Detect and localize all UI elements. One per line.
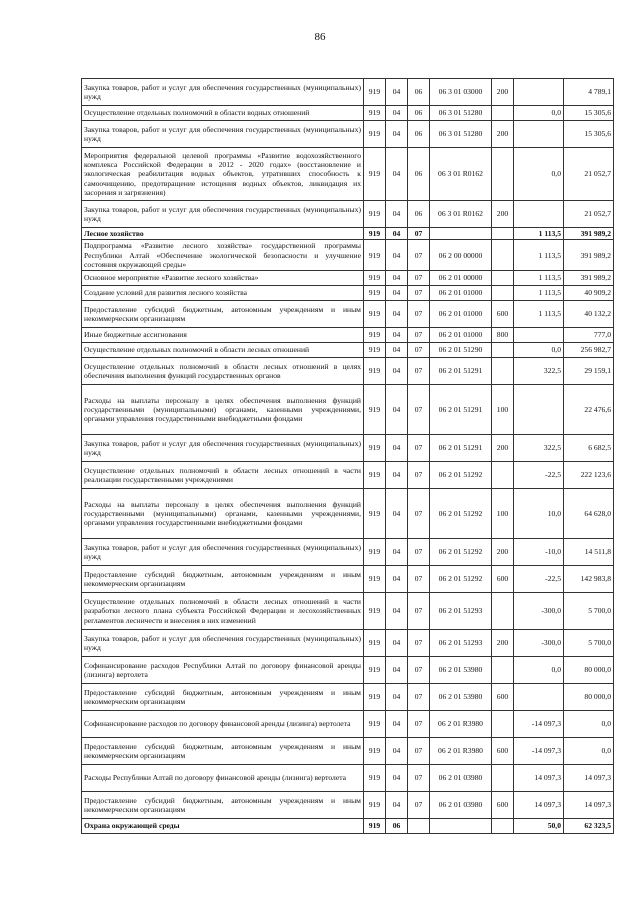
row-expense-type	[492, 343, 514, 358]
row-podrazdel-code: 07	[408, 271, 430, 286]
row-name: Расходы Республики Алтай по договору финансовой аренды (лизинга) вертолета	[82, 765, 364, 792]
row-amount-change: 50,0	[514, 819, 564, 834]
row-name: Лесное хозяйство	[82, 228, 364, 240]
row-podrazdel-code: 07	[408, 792, 430, 819]
row-expense-type: 600	[492, 738, 514, 765]
row-expense-type: 200	[492, 121, 514, 148]
row-amount-total: 6 682,5	[564, 435, 614, 462]
row-amount-change: -14 097,3	[514, 738, 564, 765]
row-amount-total: 0,0	[564, 738, 614, 765]
row-target-article: 06 2 01 53980	[430, 657, 492, 684]
row-expense-type	[492, 462, 514, 489]
row-target-article: 06 2 01 51292	[430, 489, 492, 539]
row-vedomstvo-code: 919	[364, 148, 386, 201]
row-expense-type	[492, 593, 514, 630]
table-row	[82, 385, 614, 435]
row-razdel-code: 04	[386, 684, 408, 711]
row-vedomstvo-code: 919	[364, 489, 386, 539]
row-amount-total: 21 052,7	[564, 148, 614, 201]
row-vedomstvo-code: 919	[364, 792, 386, 819]
row-target-article: 06 3 01 51280	[430, 121, 492, 148]
row-podrazdel-code: 07	[408, 301, 430, 328]
row-razdel-code: 04	[386, 271, 408, 286]
row-amount-total: 777,0	[564, 328, 614, 343]
table-row	[82, 765, 614, 792]
row-podrazdel-code: 06	[408, 79, 430, 106]
row-podrazdel-code: 07	[408, 711, 430, 738]
row-target-article: 06 3 01 51280	[430, 106, 492, 121]
row-name: Осуществление отдельных полномочий в области лесных отношений в целях обеспечения выполнения функций государственных органов	[82, 358, 364, 385]
row-target-article: 06 2 01 51292	[430, 462, 492, 489]
row-podrazdel-code: 06	[408, 121, 430, 148]
row-name: Подпрограмма «Развитие лесного хозяйства» государственной программы Республики Алтай «Обеспечение экологической безопасности и улучшение состояния окружающей среды»	[82, 240, 364, 271]
row-amount-total: 4 789,1	[564, 79, 614, 106]
row-amount-total: 14 097,3	[564, 765, 614, 792]
row-amount-change: -300,0	[514, 630, 564, 657]
row-podrazdel-code: 07	[408, 328, 430, 343]
row-podrazdel-code: 06	[408, 148, 430, 201]
row-amount-total: 80 000,0	[564, 657, 614, 684]
row-amount-change	[514, 684, 564, 711]
row-target-article: 06 2 01 R3980	[430, 711, 492, 738]
row-target-article: 06 2 01 51291	[430, 358, 492, 385]
row-amount-total: 14 511,8	[564, 539, 614, 566]
row-vedomstvo-code: 919	[364, 121, 386, 148]
row-razdel-code: 04	[386, 79, 408, 106]
row-amount-change: 322,5	[514, 358, 564, 385]
row-razdel-code: 04	[386, 301, 408, 328]
row-name: Создание условий для развития лесного хозяйства	[82, 286, 364, 301]
row-target-article: 06 2 01 01000	[430, 301, 492, 328]
row-amount-change: 10,0	[514, 489, 564, 539]
row-razdel-code: 04	[386, 593, 408, 630]
row-amount-change: 14 097,3	[514, 792, 564, 819]
row-amount-change: -300,0	[514, 593, 564, 630]
row-expense-type: 600	[492, 684, 514, 711]
row-target-article: 06 2 01 03980	[430, 765, 492, 792]
row-vedomstvo-code: 919	[364, 462, 386, 489]
row-razdel-code: 04	[386, 657, 408, 684]
row-expense-type	[492, 286, 514, 301]
row-amount-total: 222 123,6	[564, 462, 614, 489]
row-vedomstvo-code: 919	[364, 711, 386, 738]
row-amount-total: 5 700,0	[564, 630, 614, 657]
row-name: Закупка товаров, работ и услуг для обеспечения государственных (муниципальных) нужд	[82, 201, 364, 228]
table-row	[82, 566, 614, 593]
row-amount-total: 0,0	[564, 711, 614, 738]
row-expense-type: 200	[492, 630, 514, 657]
table-row	[82, 228, 614, 240]
row-name: Предоставление субсидий бюджетным, автономным учреждениям и иным некоммерческим организациям	[82, 684, 364, 711]
row-target-article: 06 2 01 51293	[430, 593, 492, 630]
row-amount-change: -10,0	[514, 539, 564, 566]
row-amount-total: 21 052,7	[564, 201, 614, 228]
row-expense-type: 600	[492, 792, 514, 819]
row-vedomstvo-code: 919	[364, 819, 386, 834]
row-vedomstvo-code: 919	[364, 657, 386, 684]
row-podrazdel-code: 07	[408, 657, 430, 684]
row-name: Основное мероприятие «Развитие лесного хозяйства»	[82, 271, 364, 286]
row-amount-total: 40 132,2	[564, 301, 614, 328]
row-name: Мероприятия федеральной целевой программы «Развитие водохозяйственного комплекса Российской Федерации в 2012 - 2020 годах» (восстановление и экологическая реабилитация водных объектов, утративших способность к самоочищению, предотвращение истощения водных объектов, ликвидация их засорения и загрязнения)	[82, 148, 364, 201]
row-razdel-code: 04	[386, 121, 408, 148]
row-vedomstvo-code: 919	[364, 539, 386, 566]
row-amount-change: 1 113,5	[514, 228, 564, 240]
row-vedomstvo-code: 919	[364, 358, 386, 385]
row-vedomstvo-code: 919	[364, 286, 386, 301]
row-vedomstvo-code: 919	[364, 684, 386, 711]
row-name: Предоставление субсидий бюджетным, автономным учреждениям и иным некоммерческим организациям	[82, 792, 364, 819]
row-name: Предоставление субсидий бюджетным, автономным учреждениям и иным некоммерческим организациям	[82, 566, 364, 593]
row-podrazdel-code: 07	[408, 462, 430, 489]
row-expense-type	[492, 711, 514, 738]
row-amount-change: 1 113,5	[514, 271, 564, 286]
row-razdel-code: 04	[386, 148, 408, 201]
row-name: Осуществление отдельных полномочий в области лесных отношений в части реализации государственными учреждениями	[82, 462, 364, 489]
row-expense-type	[492, 765, 514, 792]
row-expense-type	[492, 358, 514, 385]
row-podrazdel-code: 07	[408, 765, 430, 792]
row-name: Закупка товаров, работ и услуг для обеспечения государственных (муниципальных) нужд	[82, 121, 364, 148]
row-amount-change: 1 113,5	[514, 301, 564, 328]
row-podrazdel-code: 07	[408, 566, 430, 593]
row-vedomstvo-code: 919	[364, 79, 386, 106]
row-amount-change	[514, 201, 564, 228]
page-number: 86	[314, 31, 326, 43]
table-row	[82, 79, 614, 106]
table-row	[82, 240, 614, 271]
row-target-article	[430, 228, 492, 240]
row-razdel-code: 04	[386, 201, 408, 228]
row-name: Предоставление субсидий бюджетным, автономным учреждениям и иным некоммерческим организациям	[82, 301, 364, 328]
row-amount-change: 0,0	[514, 343, 564, 358]
row-amount-change: -22,5	[514, 566, 564, 593]
row-target-article: 06 2 01 00000	[430, 271, 492, 286]
row-expense-type: 200	[492, 201, 514, 228]
table-row	[82, 358, 614, 385]
row-target-article: 06 2 01 03980	[430, 792, 492, 819]
row-name: Осуществление отдельных полномочий в области лесных отношений в части разработки лесного плана субъекта Российской Федерации и лесохозяйственных регламентов лесничеств и внесения в них изменений	[82, 593, 364, 630]
row-vedomstvo-code: 919	[364, 240, 386, 271]
row-amount-total: 80 000,0	[564, 684, 614, 711]
row-vedomstvo-code: 919	[364, 106, 386, 121]
row-podrazdel-code: 07	[408, 358, 430, 385]
budget-table	[81, 78, 614, 834]
row-vedomstvo-code: 919	[364, 593, 386, 630]
row-name: Осуществление отдельных полномочий в области лесных отношений	[82, 343, 364, 358]
row-amount-total: 142 983,8	[564, 566, 614, 593]
row-razdel-code: 04	[386, 539, 408, 566]
table-row	[82, 792, 614, 819]
table-row	[82, 148, 614, 201]
row-amount-change: 0,0	[514, 106, 564, 121]
row-razdel-code: 04	[386, 489, 408, 539]
row-name: Закупка товаров, работ и услуг для обеспечения государственных (муниципальных) нужд	[82, 435, 364, 462]
table-row	[82, 462, 614, 489]
table-row	[82, 593, 614, 630]
row-podrazdel-code	[408, 819, 430, 834]
row-podrazdel-code: 07	[408, 240, 430, 271]
row-amount-change	[514, 121, 564, 148]
row-vedomstvo-code: 919	[364, 566, 386, 593]
row-expense-type	[492, 657, 514, 684]
row-target-article: 06 3 01 R0162	[430, 201, 492, 228]
row-razdel-code: 04	[386, 792, 408, 819]
row-vedomstvo-code: 919	[364, 765, 386, 792]
row-razdel-code: 04	[386, 358, 408, 385]
row-podrazdel-code: 07	[408, 593, 430, 630]
row-podrazdel-code: 07	[408, 343, 430, 358]
row-target-article: 06 2 01 53980	[430, 684, 492, 711]
row-vedomstvo-code: 919	[364, 201, 386, 228]
row-podrazdel-code: 07	[408, 489, 430, 539]
row-razdel-code: 04	[386, 343, 408, 358]
table-row	[82, 684, 614, 711]
row-razdel-code: 04	[386, 630, 408, 657]
row-amount-total: 22 476,6	[564, 385, 614, 435]
row-amount-change	[514, 385, 564, 435]
row-amount-change: 322,5	[514, 435, 564, 462]
row-expense-type: 600	[492, 301, 514, 328]
row-razdel-code: 04	[386, 435, 408, 462]
table-row	[82, 301, 614, 328]
row-target-article: 06 2 01 51292	[430, 539, 492, 566]
table-row	[82, 328, 614, 343]
row-razdel-code: 04	[386, 385, 408, 435]
row-amount-change: -22,5	[514, 462, 564, 489]
row-name: Софинансирование расходов Республики Алтай по договору финансовой аренды (лизинга) вертолета	[82, 657, 364, 684]
row-name: Закупка товаров, работ и услуг для обеспечения государственных (муниципальных) нужд	[82, 630, 364, 657]
row-vedomstvo-code: 919	[364, 301, 386, 328]
row-amount-change: -14 097,3	[514, 711, 564, 738]
row-amount-total: 40 909,2	[564, 286, 614, 301]
table-row	[82, 819, 614, 834]
table-row	[82, 711, 614, 738]
row-razdel-code: 04	[386, 738, 408, 765]
row-expense-type: 100	[492, 489, 514, 539]
row-expense-type: 200	[492, 79, 514, 106]
row-target-article: 06 2 01 51293	[430, 630, 492, 657]
row-razdel-code: 04	[386, 228, 408, 240]
row-target-article: 06 2 01 01000	[430, 328, 492, 343]
row-amount-total: 29 159,1	[564, 358, 614, 385]
row-amount-total: 15 305,6	[564, 106, 614, 121]
row-name: Закупка товаров, работ и услуг для обеспечения государственных (муниципальных) нужд	[82, 79, 364, 106]
row-vedomstvo-code: 919	[364, 738, 386, 765]
row-name: Предоставление субсидий бюджетным, автономным учреждениям и иным некоммерческим организациям	[82, 738, 364, 765]
row-podrazdel-code: 07	[408, 385, 430, 435]
table-row	[82, 271, 614, 286]
row-podrazdel-code: 07	[408, 630, 430, 657]
row-name: Софинансирование расходов по договору финансовой аренды (лизинга) вертолета	[82, 711, 364, 738]
row-amount-total: 62 323,5	[564, 819, 614, 834]
row-podrazdel-code: 07	[408, 228, 430, 240]
row-amount-total: 391 989,2	[564, 228, 614, 240]
row-razdel-code: 04	[386, 106, 408, 121]
row-podrazdel-code: 07	[408, 539, 430, 566]
row-podrazdel-code: 07	[408, 684, 430, 711]
row-name: Иные бюджетные ассигнования	[82, 328, 364, 343]
row-amount-total: 256 982,7	[564, 343, 614, 358]
row-name: Расходы на выплаты персоналу в целях обеспечения выполнения функций государственными (муниципальными) органами, казенными учреждениями, органами управления государственными внебюджетными фондами	[82, 385, 364, 435]
row-amount-change	[514, 328, 564, 343]
row-vedomstvo-code: 919	[364, 271, 386, 286]
row-amount-change	[514, 79, 564, 106]
table-row	[82, 435, 614, 462]
table-row	[82, 657, 614, 684]
row-expense-type	[492, 106, 514, 121]
row-name: Охрана окружающей среды	[82, 819, 364, 834]
table-row	[82, 286, 614, 301]
row-amount-change: 1 113,5	[514, 286, 564, 301]
row-expense-type: 600	[492, 566, 514, 593]
row-razdel-code: 04	[386, 240, 408, 271]
row-expense-type	[492, 819, 514, 834]
row-razdel-code: 04	[386, 711, 408, 738]
row-amount-total: 14 097,3	[564, 792, 614, 819]
row-amount-total: 391 989,2	[564, 240, 614, 271]
row-podrazdel-code: 07	[408, 738, 430, 765]
table-row	[82, 343, 614, 358]
row-expense-type: 800	[492, 328, 514, 343]
row-amount-total: 391 989,2	[564, 271, 614, 286]
row-target-article: 06 2 01 R3980	[430, 738, 492, 765]
row-vedomstvo-code: 919	[364, 435, 386, 462]
row-target-article: 06 2 01 51292	[430, 566, 492, 593]
row-razdel-code: 06	[386, 819, 408, 834]
row-podrazdel-code: 06	[408, 106, 430, 121]
row-razdel-code: 04	[386, 462, 408, 489]
row-name: Закупка товаров, работ и услуг для обеспечения государственных (муниципальных) нужд	[82, 539, 364, 566]
row-vedomstvo-code: 919	[364, 343, 386, 358]
table-row	[82, 201, 614, 228]
row-expense-type: 100	[492, 385, 514, 435]
row-expense-type	[492, 148, 514, 201]
table-row	[82, 106, 614, 121]
row-podrazdel-code: 07	[408, 435, 430, 462]
table-row	[82, 738, 614, 765]
row-amount-total: 15 305,6	[564, 121, 614, 148]
row-razdel-code: 04	[386, 328, 408, 343]
table-row	[82, 489, 614, 539]
row-expense-type	[492, 240, 514, 271]
row-name: Осуществление отдельных полномочий в области водных отношений	[82, 106, 364, 121]
row-vedomstvo-code: 919	[364, 385, 386, 435]
row-target-article: 06 2 00 00000	[430, 240, 492, 271]
row-razdel-code: 04	[386, 286, 408, 301]
row-razdel-code: 04	[386, 566, 408, 593]
table-row	[82, 630, 614, 657]
row-podrazdel-code: 07	[408, 286, 430, 301]
table-row	[82, 539, 614, 566]
row-expense-type: 200	[492, 539, 514, 566]
table-row	[82, 121, 614, 148]
row-target-article: 06 3 01 R0162	[430, 148, 492, 201]
row-amount-change: 0,0	[514, 657, 564, 684]
row-amount-change: 14 097,3	[514, 765, 564, 792]
row-target-article: 06 2 01 51291	[430, 385, 492, 435]
row-amount-total: 64 628,0	[564, 489, 614, 539]
row-razdel-code: 04	[386, 765, 408, 792]
row-podrazdel-code: 06	[408, 201, 430, 228]
row-amount-change: 1 113,5	[514, 240, 564, 271]
row-expense-type	[492, 271, 514, 286]
row-target-article: 06 2 01 51290	[430, 343, 492, 358]
row-target-article: 06 3 01 03000	[430, 79, 492, 106]
row-name: Расходы на выплаты персоналу в целях обеспечения выполнения функций государственными (муниципальными) органами, казенными учреждениями, органами управления государственными внебюджетными фондами	[82, 489, 364, 539]
row-target-article: 06 2 01 01000	[430, 286, 492, 301]
row-vedomstvo-code: 919	[364, 630, 386, 657]
row-vedomstvo-code: 919	[364, 228, 386, 240]
row-target-article: 06 2 01 51291	[430, 435, 492, 462]
row-expense-type: 200	[492, 435, 514, 462]
row-target-article	[430, 819, 492, 834]
row-amount-change: 0,0	[514, 148, 564, 201]
row-vedomstvo-code: 919	[364, 328, 386, 343]
row-amount-total: 5 700,0	[564, 593, 614, 630]
row-expense-type	[492, 228, 514, 240]
